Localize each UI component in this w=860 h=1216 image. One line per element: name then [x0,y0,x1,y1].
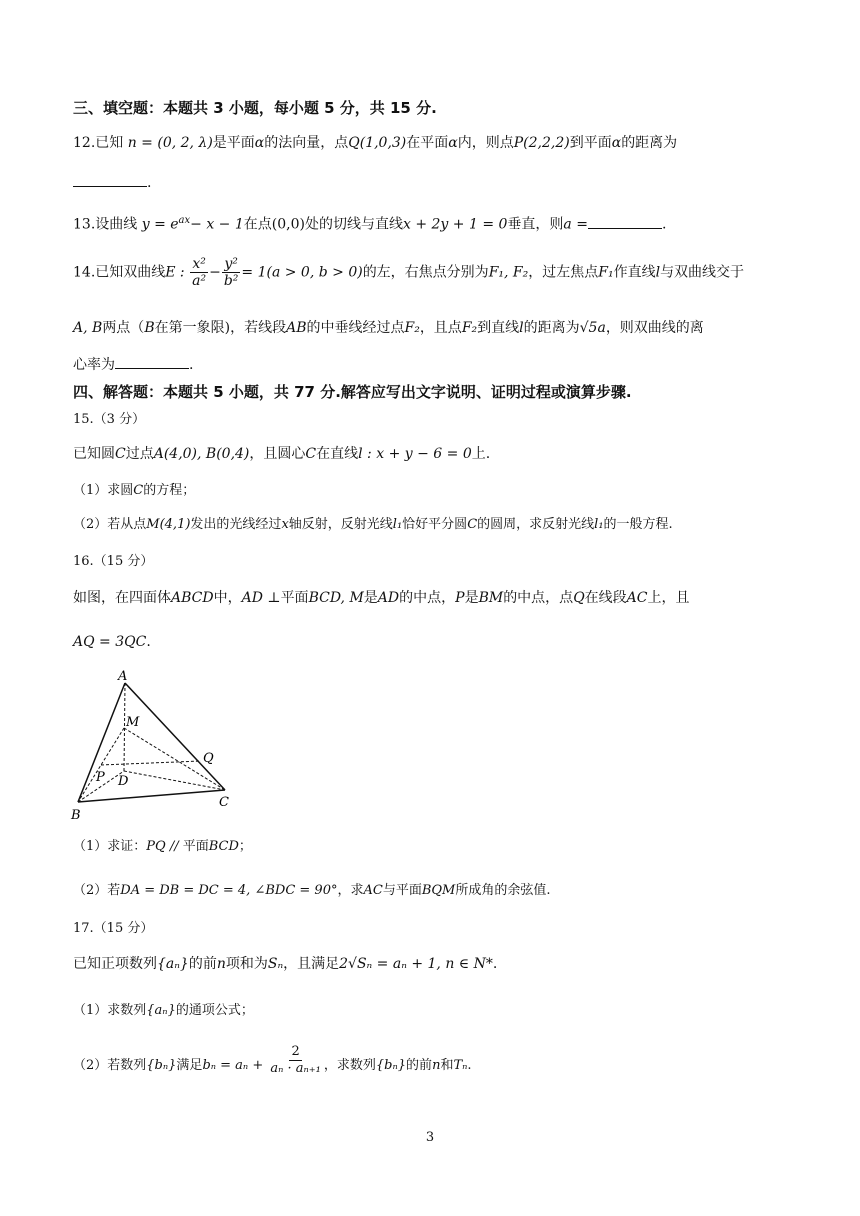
label-Q: Q [203,751,214,766]
question-17-head: 17.（15 分） [73,921,154,936]
label-P: P [96,770,105,785]
question-17-part1: （1）求数列{aₙ}的通项公式； [73,1003,254,1018]
question-14-line1: 14.已知双曲线E : $\frac{\text{x²}}{\text{a²}}$ − $\frac{\text{y²}}{\text{b²}}$ = 1(a > 0, b > 0)的左，右焦点分别为F₁, F₂，过左焦点F₁作直线l与双曲线交于 [73,256,745,289]
question-15-head: 15.（3 分） [73,412,146,427]
question-16-part1: （1）求证：PQ // 平面BCD； [73,839,252,854]
answer-blank[interactable] [115,354,189,369]
answer-blank[interactable] [73,172,147,187]
question-12-blank: . [73,172,793,193]
edge-AD [124,683,125,771]
label-M: M [126,715,140,730]
question-16-part2: （2）若DA = DB = DC = 4, ∠BDC = 90°，求AC与平面BQM所成角的余弦值. [73,883,551,898]
question-16-stem-line2: AQ = 3QC. [73,634,151,650]
question-13: 13.设曲线 $y = e^{ax}- x - 1$在点(0,0)处的切线与直线x + 2y + 1 = 0垂直，则a = . [73,215,667,233]
question-15-stem: 已知圆C过点A(4,0), B(0,4)，且圆心C在直线l : x + y − 6 = 0上. [73,446,491,462]
question-12: 12.已知 n = (0, 2, λ)是平面α的法向量，点Q(1,0,3)在平面α内，则点P(2,2,2)到平面α的距离为 [73,135,678,151]
tetrahedron-figure [68,668,243,828]
page-number: 3 [425,1130,435,1145]
question-15-part2: （2）若从点M(4,1)发出的光线经过x轴反射，反射光线l₁恰好平分圆C的圆周，求反射光线l₁的一般方程. [73,517,673,532]
question-17-part2: （2）若数列{bₙ}满足bₙ = aₙ + $\frac{2}{\text{aₙ · aₙ₊₁}}$ ，求数列{bₙ}的前n和Tₙ. [73,1044,472,1076]
label-D: D [118,774,129,789]
section-4-title: 四、解答题：本题共 5 小题，共 77 分.解答应写出文字说明、证明过程或演算步骤. [73,383,632,401]
question-16-stem-line1: 如图，在四面体ABCD中，AD ⊥平面BCD, M是AD的中点，P是BM的中点，点Q在线段AC上，且 [73,590,690,606]
edge-BC [78,790,225,802]
question-16-head: 16.（15 分） [73,554,154,569]
question-14-line2: A, B两点（B在第一象限)，若线段AB的中垂线经过点F₂，且点F₂到直线l的距离为√5a，则双曲线的离 [73,320,704,336]
section-3-title: 三、填空题：本题共 3 小题，每小题 5 分，共 15 分. [73,99,437,117]
answer-blank[interactable] [588,214,662,229]
segment-PQ [101,761,201,765]
question-14-line3: 心率为 . [73,354,793,375]
question-17-stem: 已知正项数列{aₙ}的前n项和为Sₙ，且满足2√Sₙ = aₙ + 1, n ∈ N*. [73,956,498,972]
question-15-part1: （1）求圆C的方程； [73,483,196,498]
label-C: C [219,795,229,810]
label-A: A [118,669,128,684]
label-B: B [71,808,81,823]
